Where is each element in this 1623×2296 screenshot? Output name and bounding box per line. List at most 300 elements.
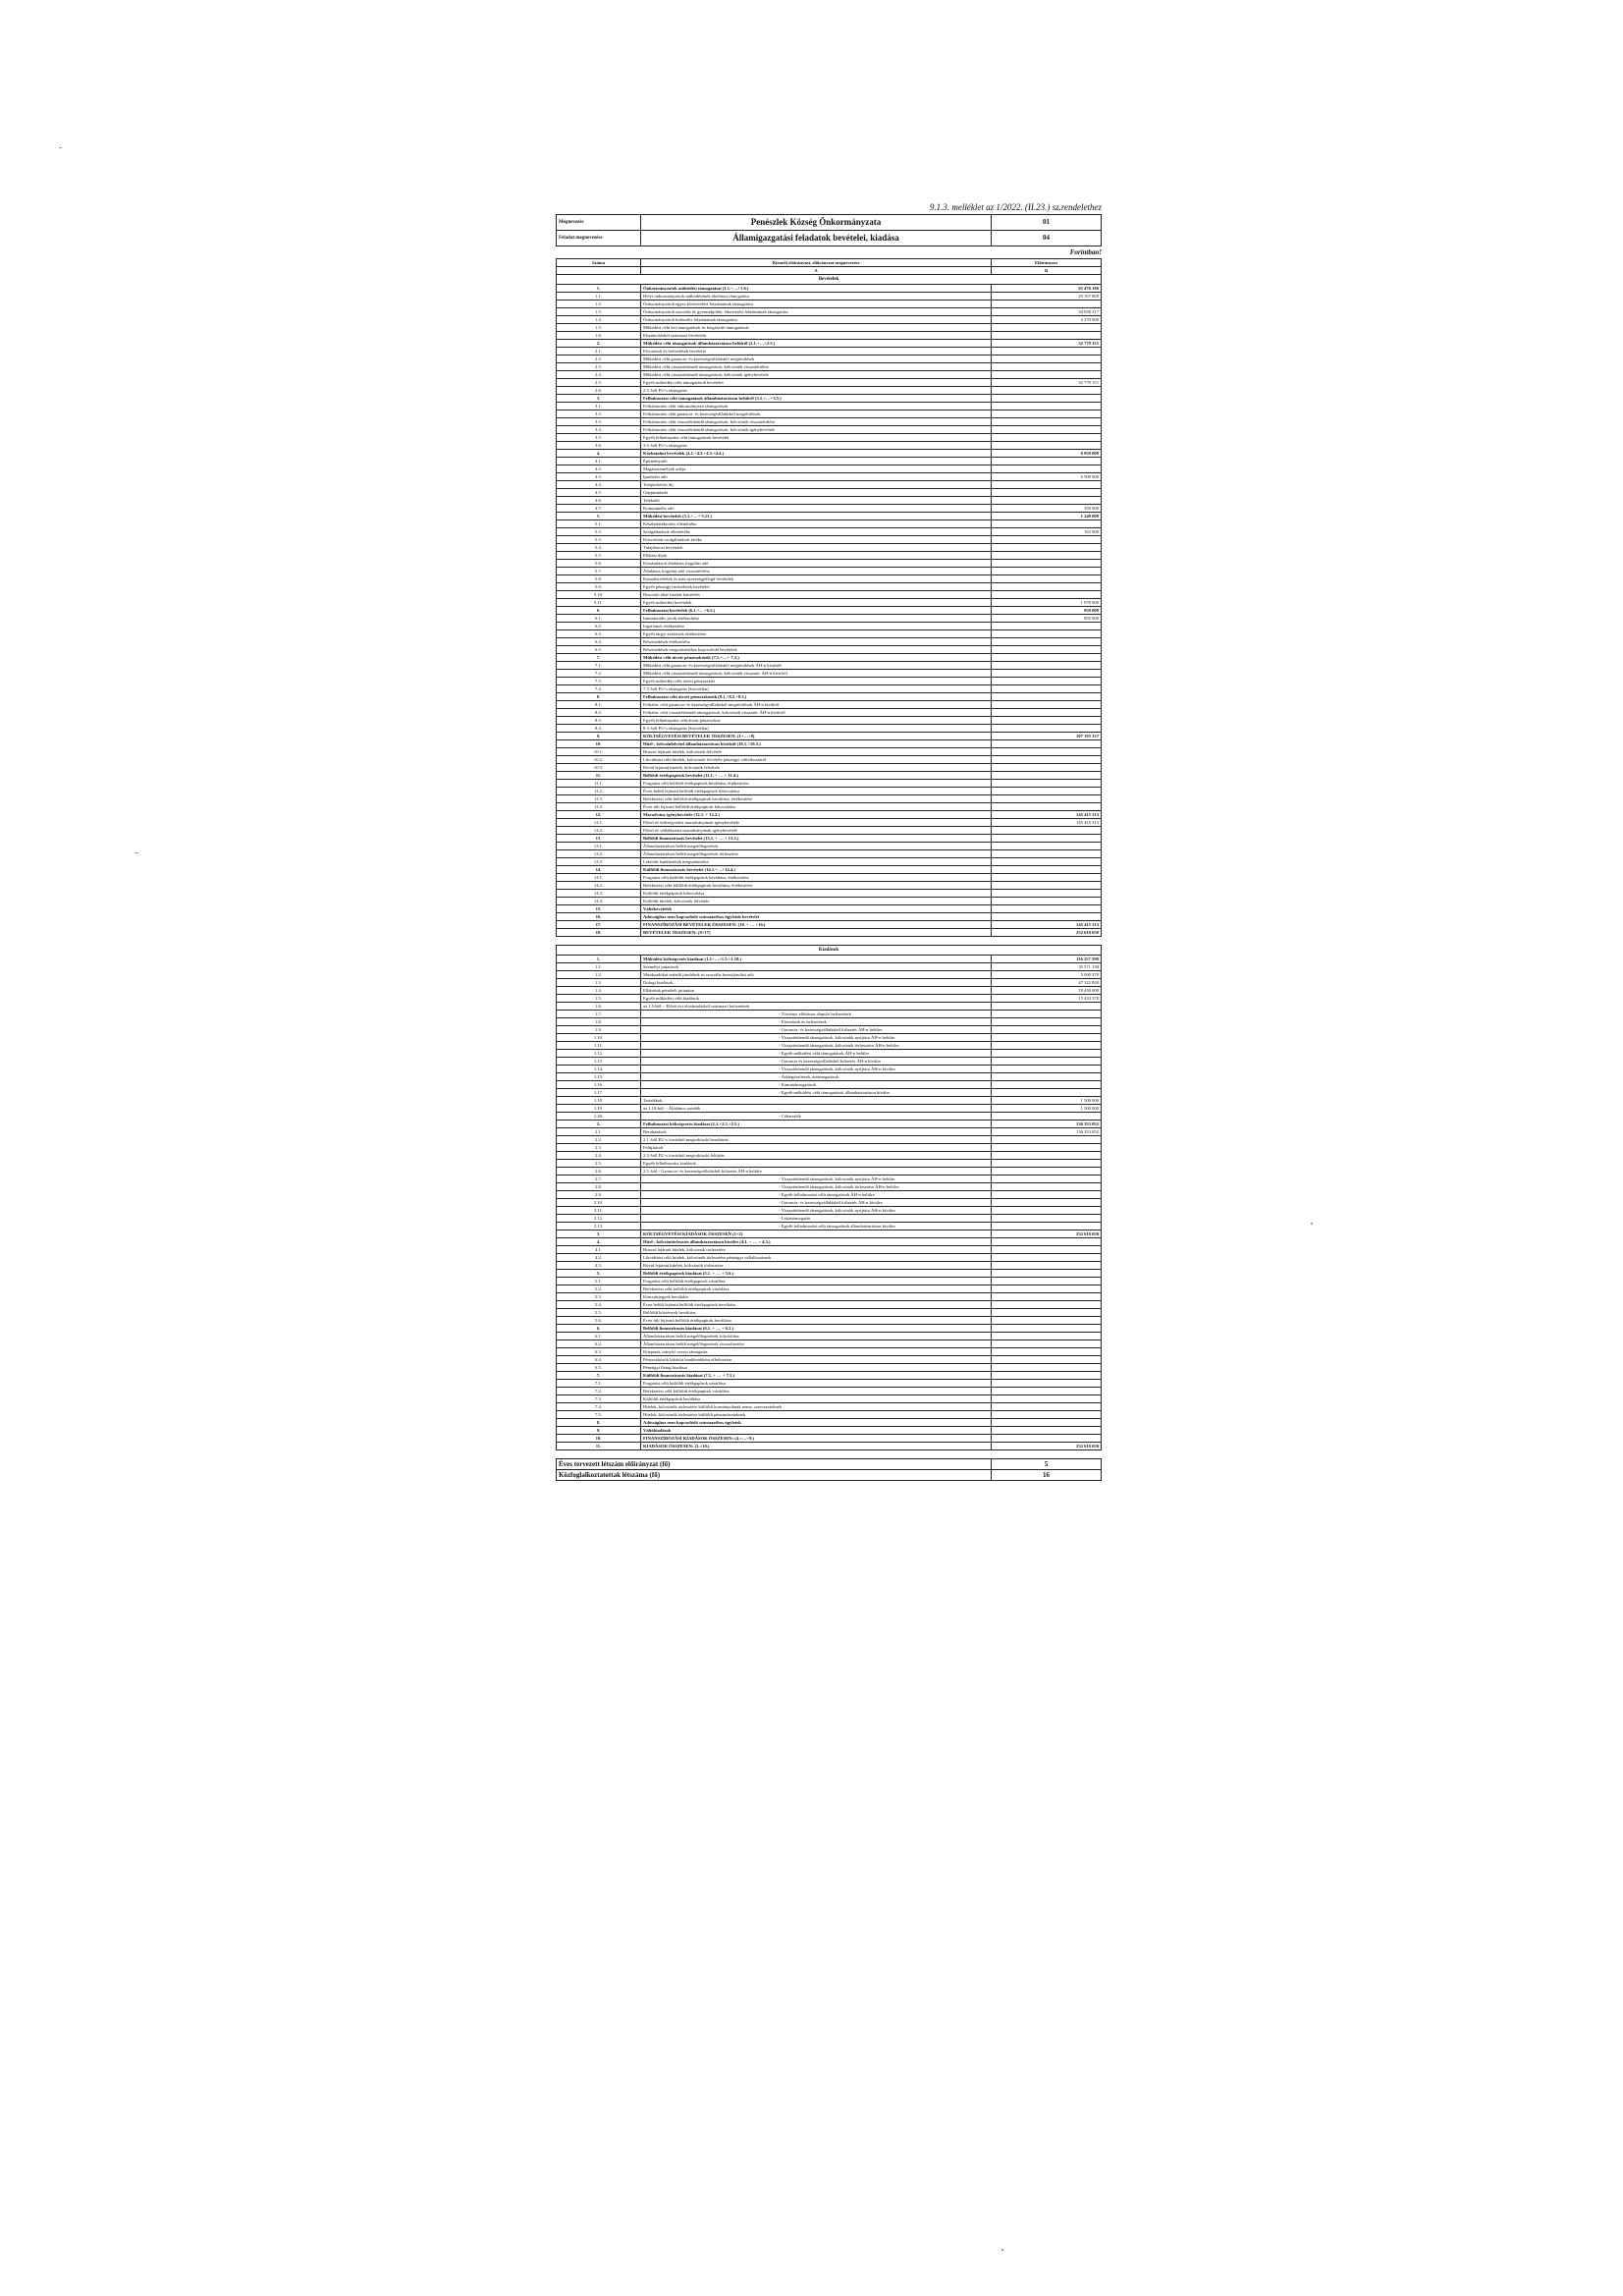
row-value [991, 1191, 1101, 1199]
row-value [991, 1435, 1101, 1443]
row-number: 3.6. [557, 442, 641, 450]
revenue-row [557, 536, 1102, 544]
row-number: 1. [557, 956, 641, 963]
revenue-row [557, 623, 1102, 630]
row-label: - Visszatérítendő támogatások, kölcsönök nyújtása ÁH-n kívülre [641, 1066, 992, 1073]
row-number: 5.2. [557, 528, 641, 536]
row-label: Pénzeszközök lekötött bankbetétként elhelyezése [641, 1356, 992, 1364]
row-number: 2.2. [557, 355, 641, 363]
row-label: KIADÁSOK ÖSSZESEN: (3.+10.) [641, 1443, 992, 1450]
row-label: Felhalmozási célú támogatások államháztartáson belülről (3.1.+…+3.5.) [641, 395, 992, 403]
row-number: 1.3. [557, 979, 641, 987]
revenue-row [557, 913, 1102, 921]
expense-row [557, 1246, 1102, 1254]
revenue-row [557, 733, 1102, 740]
row-label: 2.1.-ből EU-s forrásból megvalósuló beruházás [641, 1136, 992, 1144]
revenue-row [557, 827, 1102, 835]
row-value [991, 1419, 1101, 1427]
row-number: 1.4. [557, 316, 641, 324]
row-value: 35 571 130 [991, 963, 1101, 971]
expense-row [557, 979, 1102, 987]
row-label: Elszámolásból származó bevételek [641, 332, 992, 340]
row-label: Éven túli lejáratú belföldi értékpapírok beváltása [641, 1317, 992, 1325]
row-label: Likviditási célú hitelek, kölcsönök törlesztése pénzügyi vállalkozásnak [641, 1254, 992, 1262]
currency-note: Forintban! [1069, 248, 1102, 256]
row-value [992, 858, 1102, 866]
row-label: Felhalmozási célú átvett pénzeszközök (8.1.+8.2.+8.3.) [641, 693, 992, 701]
expense-row [557, 1097, 1102, 1105]
row-value [991, 1066, 1101, 1073]
expense-row [557, 1380, 1102, 1388]
row-value: 162 000 [992, 528, 1102, 536]
row-value [992, 740, 1102, 748]
revenue-row [557, 725, 1102, 733]
revenue-row [557, 481, 1102, 489]
row-value [992, 568, 1102, 575]
row-number: 1.10. [557, 1034, 641, 1042]
row-number: 8.3. [557, 717, 641, 725]
row-number: 4.3. [557, 473, 641, 481]
row-value: 252 610 650 [992, 929, 1102, 937]
row-number: 1.6. [557, 332, 641, 340]
expense-row [557, 1136, 1102, 1144]
row-value [992, 348, 1102, 355]
row-value: 2 270 000 [992, 316, 1102, 324]
row-number: 2.3. [557, 363, 641, 371]
row-label: BEVÉTELEK ÖSSZESEN: (9+17) [641, 929, 992, 937]
revenue-row [557, 395, 1102, 403]
revenue-row [557, 560, 1102, 568]
row-value [991, 1372, 1101, 1380]
row-label: Munkaadókat terhelő járulékok és szociális hozzájárulási adó [641, 971, 992, 979]
row-number: 6.2. [557, 1340, 641, 1348]
row-number: 2.4. [557, 1152, 641, 1160]
row-label: Iparűzési adó [641, 473, 992, 481]
row-value [991, 1081, 1101, 1089]
revenue-row [557, 599, 1102, 607]
row-value [992, 395, 1102, 403]
row-number: 2.6. [557, 387, 641, 395]
expense-row [557, 1238, 1102, 1246]
revenue-row [557, 308, 1102, 316]
row-label: Részesedések megszűnéséhez kapcsolódó bevételek [641, 646, 992, 654]
row-value: 5 090 270 [991, 971, 1101, 979]
revenue-row [557, 301, 1102, 308]
revenue-row [557, 670, 1102, 678]
row-number: 8. [557, 693, 641, 701]
row-value [992, 465, 1102, 473]
row-value [991, 1348, 1101, 1356]
expense-row [557, 1372, 1102, 1380]
row-value [992, 332, 1102, 340]
row-value [992, 882, 1102, 890]
row-number: 6.5. [557, 1364, 641, 1372]
row-label: Gépjárműadó [641, 489, 992, 497]
revenue-row [557, 332, 1102, 340]
row-label: - Egyéb felhalmozási célú támogatások ÁH-n belülre [641, 1191, 992, 1199]
expense-row [557, 1254, 1102, 1262]
row-number: 5.9. [557, 583, 641, 591]
expense-row [557, 1066, 1102, 1073]
row-label: Külföldi értékpapírok kibocsátása [641, 890, 992, 898]
section-gap [556, 937, 1102, 945]
row-label: Felhalmozási célú önkormányzati támogatások [641, 403, 992, 410]
row-number: 7.4. [557, 1403, 641, 1411]
headcount-label: Közfoglalkoztatottak létszáma (fő) [557, 1470, 992, 1481]
revenue-row [557, 607, 1102, 615]
row-number: 1.1. [557, 293, 641, 301]
row-number: 13.3. [557, 858, 641, 866]
expense-row [557, 1325, 1102, 1333]
row-value [992, 536, 1102, 544]
row-label: Működési bevételek (5.1.+…+ 5.11.) [641, 513, 992, 520]
revenue-row [557, 803, 1102, 811]
row-value [992, 560, 1102, 568]
row-label: - Garancia és kezességvállalásból kifizetés ÁH-n kívülre [641, 1058, 992, 1066]
row-number: 1.8. [557, 1018, 641, 1026]
row-label: Befektetési célú belföldi értékpapírok vásárlása [641, 1285, 992, 1293]
row-number: 9. [557, 733, 641, 740]
row-number: 4.6. [557, 497, 641, 505]
revenue-row [557, 458, 1102, 465]
row-number: 4. [557, 1238, 641, 1246]
row-label: Pénzügyi lízing kiadásai [641, 1364, 992, 1372]
row-label: Államháztartáson belüli megelőlegezések törlesztése [641, 850, 992, 858]
row-number: 14.1. [557, 874, 641, 882]
row-label: - Egyéb működési célú támogatások ÁH-n belülre [641, 1050, 992, 1058]
revenue-row [557, 678, 1102, 685]
row-value [992, 410, 1102, 418]
row-value [991, 1427, 1101, 1435]
row-value [991, 1388, 1101, 1395]
revenue-row [557, 568, 1102, 575]
row-value: 116 257 598 [991, 956, 1101, 963]
row-number: 5.3. [557, 536, 641, 544]
row-value [992, 717, 1102, 725]
row-label: FINANSZÍROZÁSI KIADÁSOK ÖSSZESEN: (4.+…+9.) [641, 1435, 992, 1443]
expense-section-title: Kiadások [557, 946, 1102, 956]
row-value [991, 1278, 1101, 1285]
expense-rows [557, 956, 1102, 1450]
row-label: Közhatalmi bevételek (4.1.+4.2.+4.3.+4.4.) [641, 450, 992, 458]
row-value [992, 756, 1102, 764]
row-label: Felhalmozási költségvetés kiadásai (2.1.+2.3.+2.5.) [641, 1121, 992, 1128]
expense-row [557, 1207, 1102, 1215]
revenue-row [557, 505, 1102, 513]
row-value [991, 1073, 1101, 1081]
row-number: 2. [557, 1121, 641, 1128]
row-number: 14.2. [557, 882, 641, 890]
row-value [992, 701, 1102, 709]
row-value [991, 1246, 1101, 1254]
row-number: 10.2. [557, 756, 641, 764]
row-number: 2.11. [557, 1207, 641, 1215]
row-value [991, 1183, 1101, 1191]
revenue-row [557, 450, 1102, 458]
revenue-row [557, 709, 1102, 717]
row-number: 13. [557, 835, 641, 843]
row-number: 4.7. [557, 505, 641, 513]
row-label: Kamatbevételek és más nyereségjellegű bevételek [641, 575, 992, 583]
row-value [992, 795, 1102, 803]
revenue-row [557, 615, 1102, 623]
row-value [991, 1215, 1101, 1223]
row-value: 850 000 [992, 607, 1102, 615]
row-value: 34 038 317 [992, 308, 1102, 316]
row-label: Működési célú visszatérítendő támogatások, kölcsönök visszatérülése [641, 363, 992, 371]
revenue-row [557, 293, 1102, 301]
row-label: Készletértékesítés ellenértéke [641, 520, 992, 528]
row-label: - Árkiegészítések, ártámogatások [641, 1073, 992, 1081]
row-number: 14.4. [557, 898, 641, 905]
row-number: 6. [557, 1325, 641, 1333]
revenue-row [557, 858, 1102, 866]
row-value [992, 481, 1102, 489]
row-number: 1.12. [557, 1050, 641, 1058]
row-value [991, 1136, 1101, 1144]
row-value: 18 430 000 [991, 987, 1101, 995]
scan-speck [135, 852, 138, 853]
row-label: Maradvány igénybevétele (12.1. + 12.2.) [641, 811, 992, 819]
row-label: Elvonások és befizetések bevételei [641, 348, 992, 355]
row-label: Részesedések értékesítése [641, 638, 992, 646]
row-value: 65 476 186 [992, 285, 1102, 293]
revenue-row [557, 340, 1102, 348]
headcount-label: Éves tervezett létszám előirányzat (fő) [557, 1459, 992, 1470]
row-value [991, 1270, 1101, 1278]
revenue-row [557, 788, 1102, 795]
row-value [992, 403, 1102, 410]
row-label: Ellátási díjak [641, 552, 992, 560]
revenue-row [557, 363, 1102, 371]
expense-row [557, 1003, 1102, 1011]
expense-row [557, 1348, 1102, 1356]
revenue-row [557, 662, 1102, 670]
row-number: 3. [557, 1230, 641, 1238]
row-label: Biztosító által fizetett kártérítés [641, 591, 992, 599]
task-code: 04 [992, 231, 1102, 246]
expense-row [557, 1018, 1102, 1026]
row-value [992, 827, 1102, 835]
row-number: 2.13. [557, 1223, 641, 1230]
row-value: 850 000 [992, 615, 1102, 623]
expense-row [557, 1317, 1102, 1325]
revenue-row [557, 874, 1102, 882]
row-label: Tulajdonosi bevételek [641, 544, 992, 552]
row-label: Működési célú visszatérítendő támogatások, kölcsönök visszatér. ÁH-n kívülről [641, 670, 992, 678]
row-number: 1.18. [557, 1097, 641, 1105]
expense-row [557, 1262, 1102, 1270]
row-value [992, 685, 1102, 693]
row-number: 1.5. [557, 995, 641, 1003]
row-label: Rövid lejáratú hitelek, kölcsönök felvétele [641, 764, 992, 772]
row-value: 252 610 650 [991, 1230, 1101, 1238]
headcount-row [557, 1459, 1102, 1470]
row-label: Kincstárjegyek beváltása [641, 1293, 992, 1301]
row-value [991, 1026, 1101, 1034]
row-value: 6 850 000 [992, 450, 1102, 458]
revenue-row [557, 497, 1102, 505]
revenue-row [557, 387, 1102, 395]
row-label: Működési célú támogatások államháztartáson belülről (2.1.+…+2.5.) [641, 340, 992, 348]
revenue-row [557, 324, 1102, 332]
task-label: Feladat megnevezése [557, 231, 641, 246]
row-number: 2.5. [557, 1160, 641, 1168]
revenue-row [557, 772, 1102, 780]
row-number: 5. [557, 1270, 641, 1278]
revenue-row [557, 701, 1102, 709]
row-number: 11.4. [557, 803, 641, 811]
row-label: Államháztartáson belüli megelőlegezések visszafizetése [641, 1340, 992, 1348]
revenue-row [557, 756, 1102, 764]
row-label: Ellátottak pénzbeli juttatásai [641, 987, 992, 995]
expense-row [557, 1026, 1102, 1034]
row-value [991, 1199, 1101, 1207]
row-value [992, 780, 1102, 788]
row-value [991, 1395, 1101, 1403]
row-number: 1.9. [557, 1026, 641, 1034]
municipality-name: Penészlek Község Önkormányzata [641, 215, 992, 231]
row-number: 6.4. [557, 1356, 641, 1364]
row-value [992, 489, 1102, 497]
row-number: 5. [557, 513, 641, 520]
column-letter-b: B [992, 267, 1102, 275]
budget-annex-sheet [556, 200, 1102, 1481]
row-number: 1.6. [557, 1003, 641, 1011]
row-number: 6.1. [557, 1333, 641, 1340]
row-value [991, 1238, 1101, 1246]
row-value [992, 678, 1102, 685]
row-value [992, 725, 1102, 733]
row-number: 2.8. [557, 1183, 641, 1191]
revenue-row [557, 685, 1102, 693]
row-number: 5.4. [557, 1301, 641, 1309]
headcount-value: 16 [992, 1470, 1102, 1481]
row-number: 4.3. [557, 1262, 641, 1270]
revenue-row [557, 379, 1102, 387]
row-label: Külföldi értékpapírok beváltása [641, 1395, 992, 1403]
row-label: - Egyéb felhalmozási célú támogatások államháztartáson kívülre [641, 1223, 992, 1230]
revenue-row [557, 465, 1102, 473]
row-value [992, 363, 1102, 371]
expense-row [557, 1293, 1102, 1301]
expense-row [557, 1427, 1102, 1435]
row-number: 11.3. [557, 795, 641, 803]
revenue-row [557, 442, 1102, 450]
revenue-row [557, 811, 1102, 819]
row-number: 5.1. [557, 1278, 641, 1285]
row-value [991, 1317, 1101, 1325]
row-value [991, 1018, 1101, 1026]
row-label: Személyi juttatások [641, 963, 992, 971]
row-label: Hosszú lejáratú hitelek, kölcsönök felvétele [641, 748, 992, 756]
column-name: Kiemelt előirányzat, előirányzat megnevezése [641, 259, 992, 267]
expense-row [557, 1364, 1102, 1372]
row-value: 136 353 052 [991, 1128, 1101, 1136]
revenue-row [557, 835, 1102, 843]
expense-row [557, 1160, 1102, 1168]
row-label: Működési célú átvett pénzeszközök (7.1.+…+ 7.3.) [641, 654, 992, 662]
row-number: 2.3. [557, 1144, 641, 1152]
row-label: Beruházások [641, 1128, 992, 1136]
name-code: 01 [992, 215, 1102, 231]
row-label: Magánszemélyek adója [641, 465, 992, 473]
expense-row [557, 1050, 1102, 1058]
row-label: Egyéb pénzügyi műveletek bevételei [641, 583, 992, 591]
revenue-row [557, 316, 1102, 324]
row-number: 3. [557, 395, 641, 403]
row-number: 1.4. [557, 987, 641, 995]
expense-row [557, 1270, 1102, 1278]
row-label: Befektetési célú külföldi értékpapírok vásárlása [641, 1388, 992, 1395]
row-value: 136 353 052 [991, 1121, 1101, 1128]
row-value [992, 630, 1102, 638]
column-no: Száma [557, 259, 641, 267]
row-number: 12.1. [557, 819, 641, 827]
row-value: 32 779 151 [992, 379, 1102, 387]
row-number: 1.16. [557, 1081, 641, 1089]
column-letter-row [557, 267, 1102, 275]
row-label: Likviditási célú hitelek, kölcsönök felvétele pénzügyi vállalkozástól [641, 756, 992, 764]
row-number: 2.7. [557, 1175, 641, 1183]
column-value: Előirányzat [992, 259, 1102, 267]
row-number: 6.3. [557, 630, 641, 638]
row-number: 2.2. [557, 1136, 641, 1144]
row-label: Szolgáltatások ellenértéke [641, 528, 992, 536]
row-number: 11.1. [557, 780, 641, 788]
expense-row [557, 1081, 1102, 1089]
row-value [992, 693, 1102, 701]
row-label: Működési költségvetés kiadásai (1.1+…+1.5.+1.18.) [641, 956, 992, 963]
expense-row [557, 1121, 1102, 1128]
row-value [991, 1301, 1101, 1309]
row-value [992, 591, 1102, 599]
row-number: 1.5. [557, 324, 641, 332]
revenue-row [557, 654, 1102, 662]
headcount-table [556, 1458, 1102, 1481]
row-number: 11. [557, 1443, 641, 1450]
expense-table [556, 945, 1102, 1450]
row-label: - Garancia- és kezességvállalásból kifizetés ÁH-n kívülre [641, 1199, 992, 1207]
row-value: 1 078 000 [992, 599, 1102, 607]
row-label: Váltókiadások [641, 1427, 992, 1435]
row-value [991, 1262, 1101, 1270]
row-label: Önkormányzatok egyes köznevelési feladatainak támogatása [641, 301, 992, 308]
expense-row [557, 1183, 1102, 1191]
row-number: 2.1. [557, 1128, 641, 1136]
row-value [991, 1011, 1101, 1018]
row-number: 5.8. [557, 575, 641, 583]
row-label: Államháztartáson belüli megelőlegezések folyósítása [641, 1333, 992, 1340]
row-label: - Visszatérítendő támogatások, kölcsönök nyújtása ÁH-n kívülre [641, 1207, 992, 1215]
expense-row [557, 1089, 1102, 1097]
row-number: 5.2. [557, 1285, 641, 1293]
row-value [992, 426, 1102, 434]
row-number: 7.5. [557, 1411, 641, 1419]
row-number: 1.7. [557, 1011, 641, 1018]
row-value [992, 670, 1102, 678]
row-number: 3.3. [557, 418, 641, 426]
scan-speck [59, 147, 62, 148]
row-number: 1.3. [557, 308, 641, 316]
row-value [992, 748, 1102, 756]
name-label: Megnevezés [557, 215, 641, 231]
expense-row [557, 1278, 1102, 1285]
revenue-row [557, 489, 1102, 497]
row-value [992, 843, 1102, 850]
scan-speck [1311, 1223, 1313, 1225]
row-number: 5.6. [557, 560, 641, 568]
